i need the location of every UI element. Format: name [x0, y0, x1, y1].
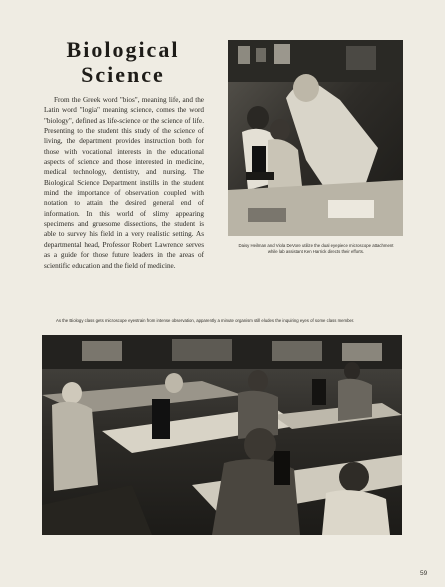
photo-biology-class	[42, 335, 402, 535]
page-title	[30, 37, 216, 87]
photo-microscope-lab	[228, 40, 403, 236]
title-line-1: Biological	[66, 37, 180, 62]
photo-microscope-lab-image	[228, 40, 403, 236]
page-number: 59	[420, 570, 428, 577]
caption-top-photo: Daisy Heilman and Viola DeVore utilize the dual eyepiece microscope attachment while lab assistant Ken Harrick directs their efforts.	[238, 243, 394, 254]
body-paragraph: From the Greek word "bios", meaning life, and the Latin word "logia" meaning science, comes the word "biology", defined as life-science or the science of life. Presenting to the student this study of the science of living, the department provides instruction both for those with vocational interests in the educational aspects of science and those interested in medicine, medical technology, dentistry, and nursing. The Biological Science Department instills in the student mind the importance of observation coupled with notation to attain the desired general end of information. In this world of slimy appearing specimens and gruesome dissections, the student is able to survey his field in a very realistic setting. As departmental head, Professor Robert Lawrence serves as a guide for those future leaders in the areas of scientific education and the field of medicine.	[44, 96, 204, 270]
photo-biology-class-image	[42, 335, 402, 535]
caption-bottom-photo: As the Biology class gets microscope eyestrain from intense observation, apparently a minute organism still eludes the inquiring eyes of some class member.	[56, 318, 355, 323]
title-line-2: Science	[81, 62, 165, 87]
